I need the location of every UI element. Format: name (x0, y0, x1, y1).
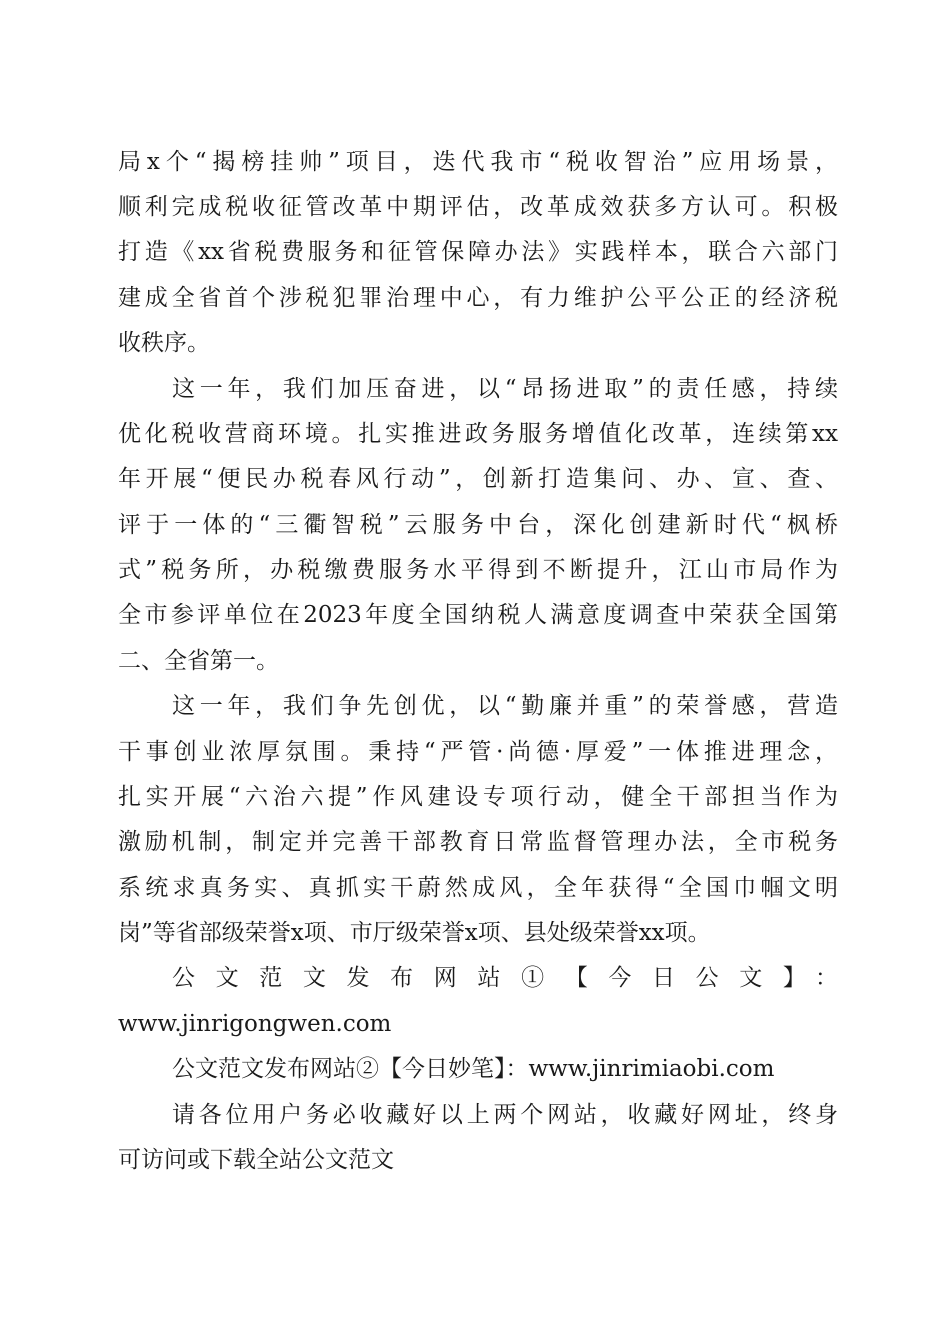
notice-line-2: 可访问或下载全站公文范文 (118, 1147, 394, 1173)
paragraph-3-line-4: 激励机制，制定并完善干部教育日常监督管理办法，全市税务 (118, 829, 838, 855)
notice-line-1: 请各位用户务必收藏好以上两个网站，收藏好网址，终身 (172, 1102, 838, 1128)
paragraph-1-line-5: 收秩序。 (118, 330, 210, 356)
paragraph-3-line-3: 扎实开展“六治六提”作风建设专项行动，健全干部担当作为 (118, 784, 838, 810)
paragraph-1-line-2: 顺利完成税收征管改革中期评估，改革成效获多方认可。积极 (118, 194, 838, 220)
paragraph-2-line-3: 年开展“便民办税春风行动”，创新打造集问、办、宣、查、 (118, 466, 838, 492)
paragraph-3-line-6: 岗”等省部级荣誉x项、市厅级荣誉x项、县处级荣誉xx项。 (118, 920, 711, 946)
paragraph-2-line-2: 优化税收营商环境。扎实推进政务服务增值化改革，连续第xx (118, 421, 838, 447)
paragraph-3-line-1: 这一年，我们争先创优，以“勤廉并重”的荣誉感，营造 (172, 693, 838, 719)
paragraph-1-line-3: 打造《xx省税费服务和征管保障办法》实践样本，联合六部门 (118, 239, 838, 265)
paragraph-1-line-1: 局x个“揭榜挂帅”项目，迭代我市“税收智治”应用场景， (118, 149, 838, 175)
paragraph-2-line-6: 全市参评单位在2023年度全国纳税人满意度调查中荣获全国第 (118, 602, 838, 628)
paragraph-2-line-5: 式”税务所，办税缴费服务水平得到不断提升，江山市局作为 (118, 557, 838, 583)
paragraph-2-line-4: 评于一体的“三衢智税”云服务中台，深化创建新时代“枫桥 (118, 512, 838, 538)
paragraph-2-line-1: 这一年，我们加压奋进，以“昂扬进取”的责任感，持续 (172, 376, 838, 402)
paragraph-1-line-4: 建成全省首个涉税犯罪治理中心，有力维护公平公正的经济税 (118, 285, 838, 311)
website-2-line[interactable]: 公文范文发布网站②【今日妙笔】：www.jinrimiaobi.com (172, 1056, 775, 1082)
paragraph-2-line-7: 二、全省第一。 (118, 648, 279, 674)
paragraph-3-line-2: 干事创业浓厚氛围。秉持“严管·尚德·厚爱”一体推进理念， (118, 739, 838, 765)
website-1-label: 公文范文发布网站①【今日公文】： (172, 965, 838, 991)
website-1-url[interactable]: www.jinrigongwen.com (118, 1011, 392, 1037)
paragraph-3-line-5: 系统求真务实、真抓实干蔚然成风，全年获得“全国巾帼文明 (118, 875, 838, 901)
